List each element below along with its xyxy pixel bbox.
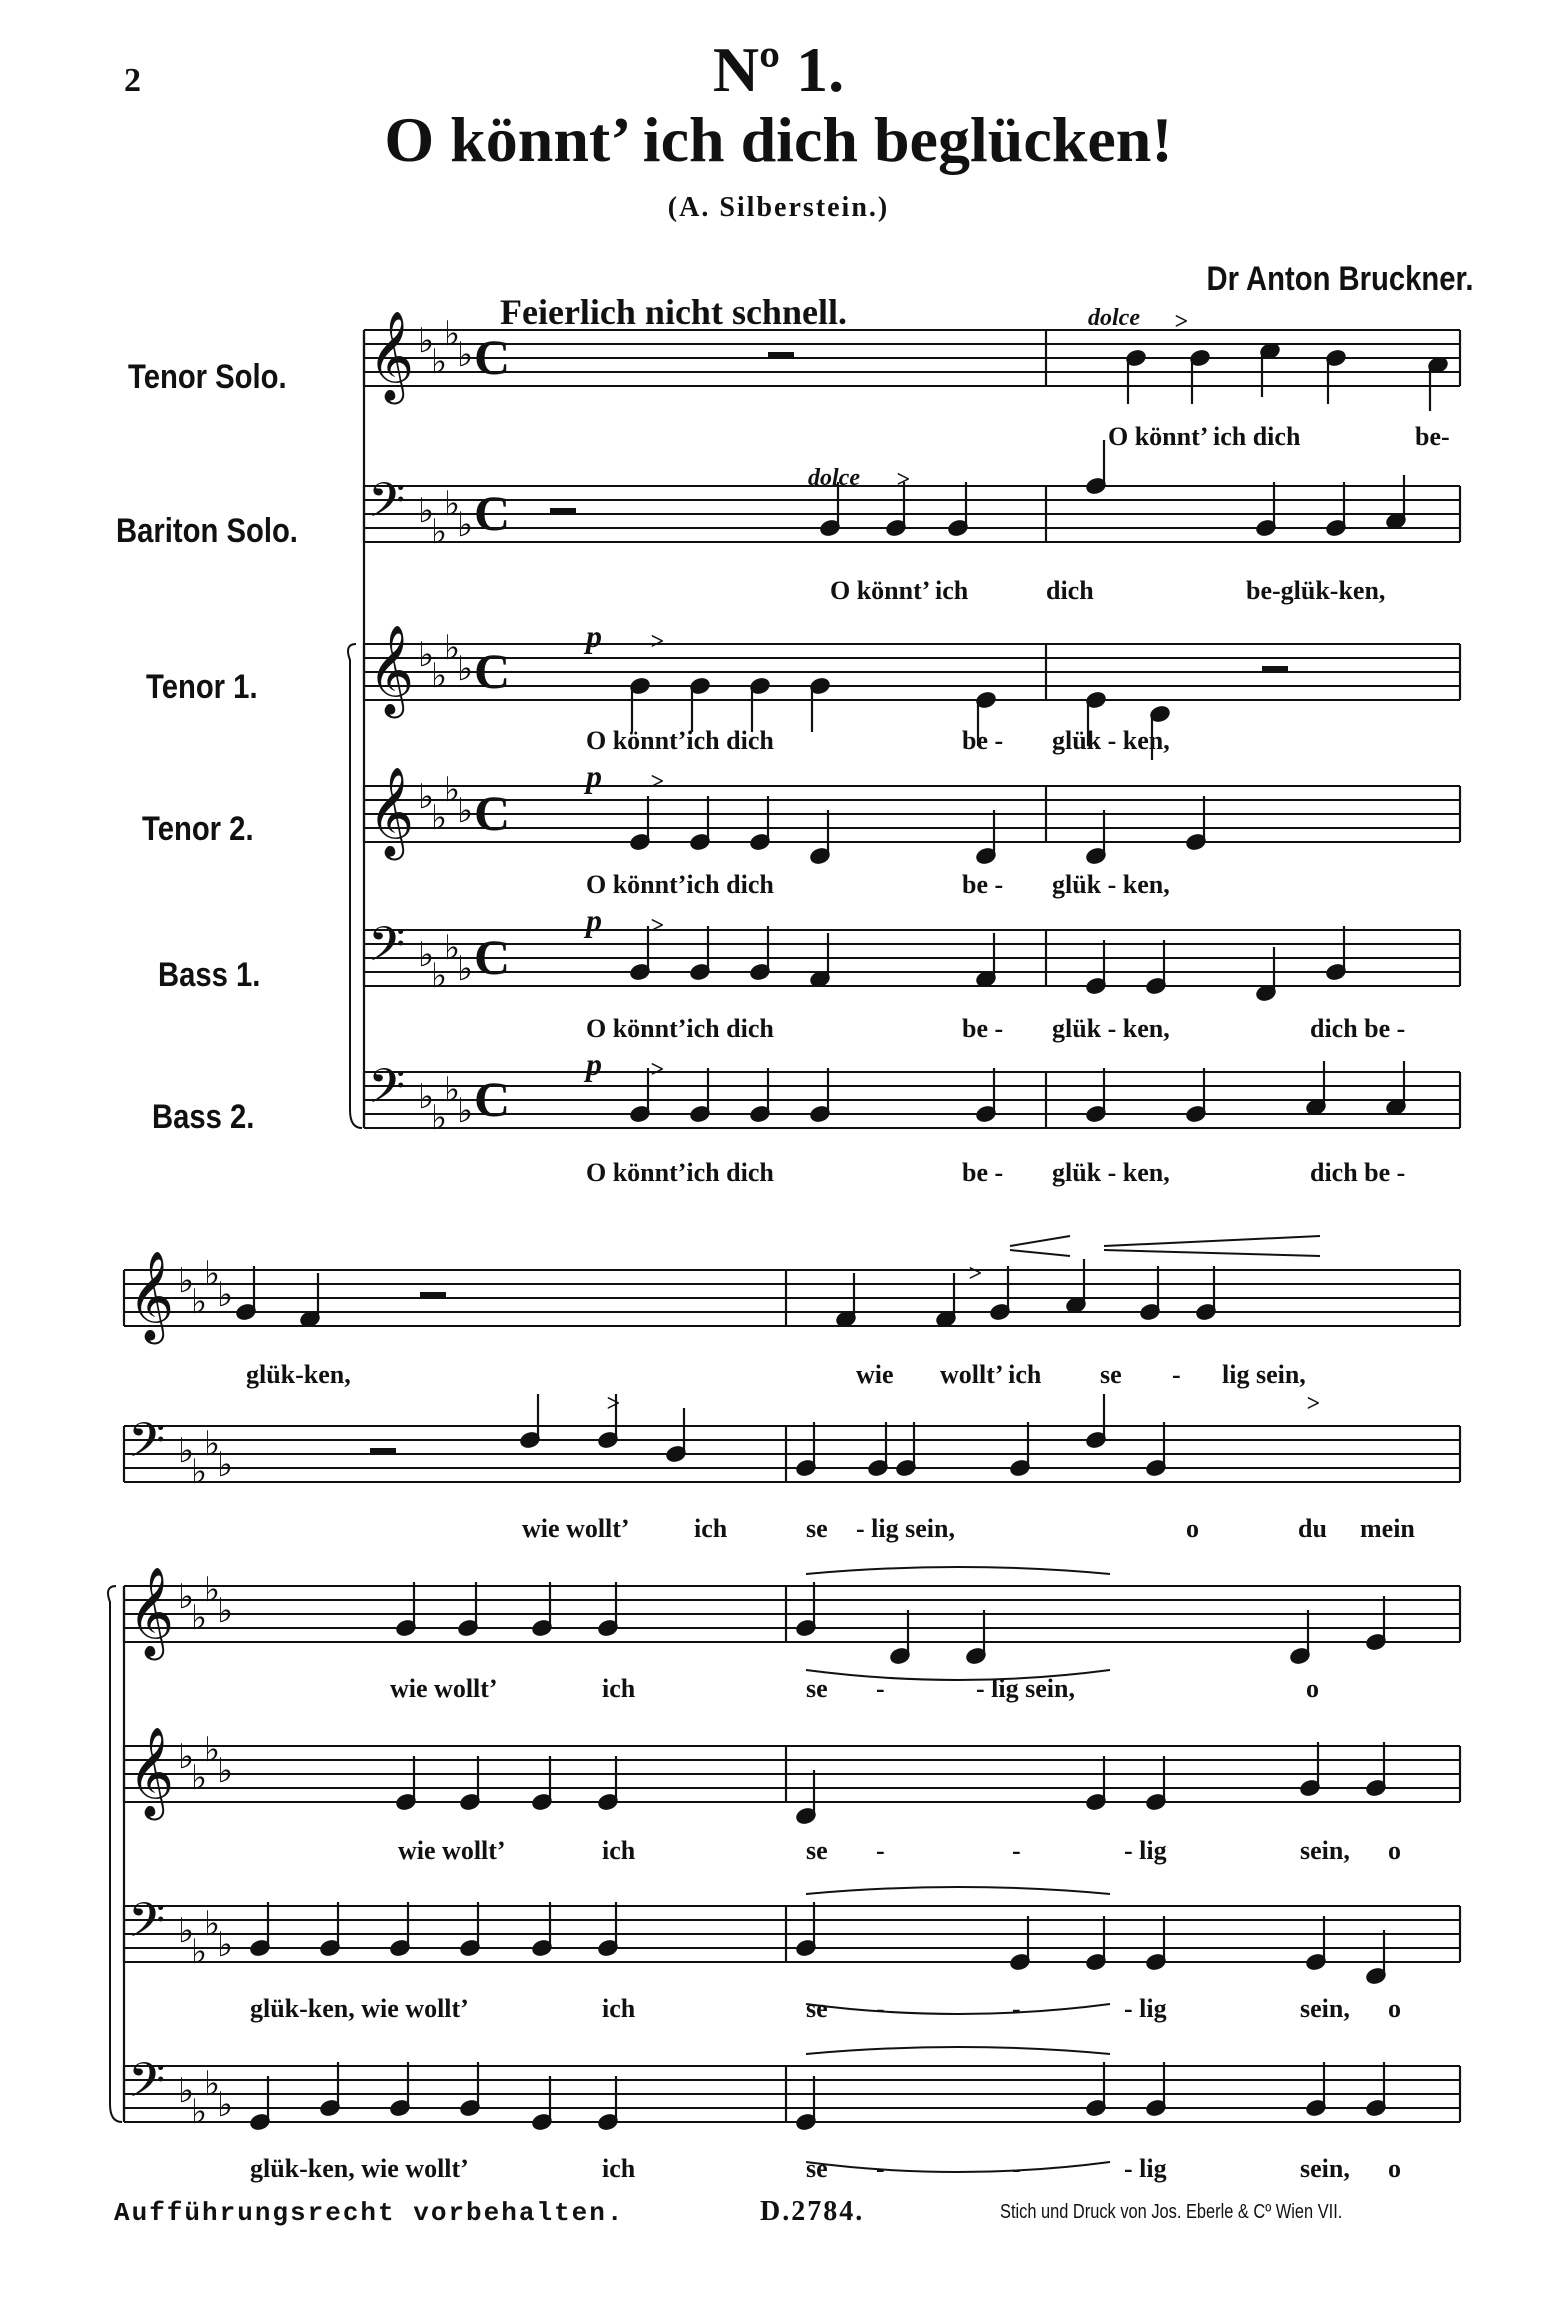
flat-icon: ♭: [457, 791, 474, 831]
flat-icon: ♭: [178, 1911, 195, 1951]
accent-marking: >: [650, 769, 664, 795]
flat-icon: ♭: [444, 1070, 461, 1110]
flat-icon: ♭: [191, 1452, 208, 1492]
rights-notice: Aufführungsrecht vorbehalten.: [114, 2198, 625, 2228]
flat-icon: ♭: [431, 512, 448, 552]
tempo-marking: Feierlich nicht schnell.: [500, 292, 847, 332]
tie-slur: [806, 1670, 1110, 1680]
poet-credit: (A. Silberstein.): [667, 192, 890, 223]
flat-icon: ♭: [178, 1431, 195, 1471]
lyric-syllable: - lig: [1124, 1994, 1167, 2023]
tie-slur: [806, 2004, 1110, 2014]
lyric-syllable: ich: [602, 1836, 636, 1865]
accent-marking: >: [650, 913, 664, 939]
lyric-syllable: glük-ken,: [246, 1360, 351, 1389]
flat-icon: ♭: [191, 1758, 208, 1798]
tie-slur: [806, 2162, 1110, 2172]
bass-clef-icon: 𝄢: [128, 1892, 166, 1960]
flat-icon: ♭: [418, 935, 435, 975]
flat-icon: ♭: [204, 1254, 221, 1294]
flat-icon: ♭: [457, 335, 474, 375]
treble-clef-icon: 𝄞: [368, 311, 415, 401]
flat-icon: ♭: [217, 1275, 234, 1315]
flat-icon: ♭: [217, 1925, 234, 1965]
lyric-syllable: - lig: [1124, 2154, 1167, 2183]
common-time-icon: C: [474, 929, 511, 985]
lyric-syllable: se: [1100, 1360, 1122, 1389]
lyric-syllable: O könnt’ich dich: [586, 870, 774, 899]
voice-label-tenor-solo: Tenor Solo.: [128, 358, 287, 396]
piano-marking-tenor1: p: [586, 618, 602, 654]
lyric-syllable: du: [1298, 1514, 1327, 1543]
flat-icon: ♭: [191, 1282, 208, 1322]
lyric-syllable: -: [1012, 2154, 1021, 2183]
accent-marking: >: [1174, 309, 1188, 335]
lyric-syllable: O könnt’ich dich: [586, 1158, 774, 1187]
lyric-syllable: be -: [962, 726, 1004, 755]
flat-icon: ♭: [217, 1591, 234, 1631]
lyric-syllable: O könnt’ich dich: [586, 726, 774, 755]
lyric-syllable: - lig sein,: [856, 1514, 955, 1543]
lyric-syllable: o: [1186, 1514, 1199, 1543]
flat-icon: ♭: [457, 1091, 474, 1131]
lyric-syllable: glük - ken,: [1052, 870, 1170, 899]
lyric-syllable: se: [806, 1836, 828, 1865]
accent-marking: >: [606, 1391, 620, 1417]
lyric-syllable: sein,: [1300, 1836, 1350, 1865]
engraver-credit: Stich und Druck von Jos. Eberle & Cº Wien VII.: [1000, 2201, 1343, 2223]
lyric-syllable: glük-ken, wie wollt’: [250, 2154, 469, 2183]
treble-clef-icon: 𝄞: [128, 1567, 175, 1657]
lyric-syllable: wie wollt’: [390, 1674, 498, 1703]
accent-marking: >: [896, 467, 910, 493]
flat-icon: ♭: [178, 2071, 195, 2111]
flat-icon: ♭: [444, 628, 461, 668]
flat-icon: ♭: [431, 656, 448, 696]
flat-icon: ♭: [457, 949, 474, 989]
flat-icon: ♭: [457, 505, 474, 545]
bass-clef-icon: 𝄢: [368, 472, 406, 540]
lyric-syllable: -: [876, 2154, 885, 2183]
lyric-syllable: glük - ken,: [1052, 726, 1170, 755]
flat-icon: ♭: [431, 798, 448, 838]
lyric-syllable: -: [876, 1674, 885, 1703]
phrase-slur: [806, 2047, 1110, 2054]
phrase-slur: [806, 1567, 1110, 1574]
lyric-syllable: se: [806, 1674, 828, 1703]
half-rest-icon: [420, 1292, 446, 1299]
half-rest-icon: [370, 1448, 396, 1455]
half-rest-icon: [1262, 666, 1288, 673]
flat-icon: ♭: [431, 956, 448, 996]
piece-number: Nº 1.: [712, 34, 845, 105]
bass-clef-icon: 𝄢: [368, 1058, 406, 1126]
lyric-syllable: wollt’ ich: [940, 1360, 1042, 1389]
flat-icon: ♭: [444, 770, 461, 810]
half-rest-icon: [550, 508, 576, 515]
flat-icon: ♭: [444, 928, 461, 968]
lyric-syllable: o: [1388, 1994, 1401, 2023]
treble-clef-icon: 𝄞: [128, 1251, 175, 1341]
flat-icon: ♭: [178, 1261, 195, 1301]
voice-label-bass-2: Bass 2.: [152, 1098, 255, 1136]
lyric-syllable: sein,: [1300, 2154, 1350, 2183]
flat-icon: ♭: [204, 1570, 221, 1610]
lyric-syllable: - lig sein,: [976, 1674, 1075, 1703]
lyric-syllable: be -: [962, 870, 1004, 899]
phrase-slur: [806, 1887, 1110, 1894]
lyric-syllable: be -: [962, 1014, 1004, 1043]
lyric-syllable: O könnt’ich dich: [586, 1014, 774, 1043]
composer-credit: Dr Anton Bruckner.: [1206, 260, 1473, 298]
lyric-syllable: ich: [602, 2154, 636, 2183]
lyric-syllable: - lig: [1124, 1836, 1167, 1865]
hairpin-line: [1010, 1236, 1070, 1246]
hairpin-line: [1104, 1250, 1320, 1256]
bass-clef-icon: 𝄢: [128, 1412, 166, 1480]
lyric-syllable: o: [1388, 2154, 1401, 2183]
lyric-syllable: glük-ken, wie wollt’: [250, 1994, 469, 2023]
bass-clef-icon: 𝄢: [368, 916, 406, 984]
voice-label-bariton-solo: Bariton Solo.: [116, 512, 298, 550]
flat-icon: ♭: [418, 321, 435, 361]
accent-marking: >: [968, 1261, 982, 1287]
accent-marking: >: [650, 1057, 664, 1083]
common-time-icon: C: [474, 329, 511, 385]
voice-label-tenor-2: Tenor 2.: [142, 810, 254, 848]
choir-bracket: [108, 1586, 122, 2122]
flat-icon: ♭: [204, 1730, 221, 1770]
lyric-syllable: -: [1012, 1836, 1021, 1865]
flat-icon: ♭: [418, 635, 435, 675]
lyric-syllable: dich be -: [1310, 1158, 1406, 1187]
lyric-syllable: wie wollt’: [398, 1836, 506, 1865]
piano-marking-tenor2: p: [586, 758, 602, 794]
flat-icon: ♭: [418, 491, 435, 531]
page-title: O könnt’ ich dich beglücken!: [384, 104, 1173, 175]
lyric-syllable: O könnt’ ich: [830, 576, 969, 605]
lyric-syllable: glük - ken,: [1052, 1014, 1170, 1043]
hairpin-line: [1104, 1236, 1320, 1246]
half-rest-icon: [768, 352, 794, 359]
lyric-syllable: wie: [856, 1360, 894, 1389]
common-time-icon: C: [474, 643, 511, 699]
treble-clef-icon: 𝄞: [128, 1727, 175, 1817]
lyric-syllable: be -: [962, 1158, 1004, 1187]
voice-label-tenor-1: Tenor 1.: [146, 668, 258, 706]
plate-number: D.2784.: [760, 2196, 865, 2227]
lyric-syllable: se: [806, 2154, 828, 2183]
piano-marking-bass1: p: [586, 902, 602, 938]
flat-icon: ♭: [418, 777, 435, 817]
lyric-syllable: se: [806, 1514, 828, 1543]
common-time-icon: C: [474, 785, 511, 841]
lyric-syllable: -: [876, 1836, 885, 1865]
lyric-syllable: lig sein,: [1222, 1360, 1306, 1389]
lyric-syllable: sein,: [1300, 1994, 1350, 2023]
lyric-syllable: mein: [1360, 1514, 1415, 1543]
lyric-syllable: be-: [1415, 422, 1450, 451]
flat-icon: ♭: [217, 1445, 234, 1485]
lyric-syllable: -: [1012, 1994, 1021, 2023]
flat-icon: ♭: [191, 2092, 208, 2132]
lyric-syllable: ich: [602, 1994, 636, 2023]
flat-icon: ♭: [418, 1077, 435, 1117]
lyric-syllable: -: [1172, 1360, 1181, 1389]
lyric-syllable: wie wollt’: [522, 1514, 630, 1543]
flat-icon: ♭: [431, 1098, 448, 1138]
lyric-syllable: glük - ken,: [1052, 1158, 1170, 1187]
lyric-syllable: -: [876, 1994, 885, 2023]
voice-label-bass-1: Bass 1.: [158, 956, 261, 994]
page-number: 2: [124, 62, 141, 99]
dolce-marking-tenor-solo: dolce: [1088, 305, 1140, 331]
treble-clef-icon: 𝄞: [368, 767, 415, 857]
common-time-icon: C: [474, 1071, 511, 1127]
flat-icon: ♭: [444, 314, 461, 354]
flat-icon: ♭: [217, 1751, 234, 1791]
lyric-syllable: o: [1388, 1836, 1401, 1865]
choir-bracket: [348, 644, 362, 1128]
lyric-syllable: be-glük-ken,: [1246, 576, 1386, 605]
flat-icon: ♭: [204, 1904, 221, 1944]
flat-icon: ♭: [444, 484, 461, 524]
flat-icon: ♭: [191, 1932, 208, 1972]
flat-icon: ♭: [178, 1737, 195, 1777]
accent-marking: >: [650, 629, 664, 655]
treble-clef-icon: 𝄞: [368, 625, 415, 715]
lyric-syllable: ich: [602, 1674, 636, 1703]
dolce-marking-bariton-solo: dolce: [808, 465, 860, 491]
common-time-icon: C: [474, 485, 511, 541]
flat-icon: ♭: [204, 2064, 221, 2104]
lyric-syllable: O könnt’ ich dich: [1108, 422, 1301, 451]
flat-icon: ♭: [431, 342, 448, 382]
bass-clef-icon: 𝄢: [128, 2052, 166, 2120]
accent-marking: >: [1306, 1391, 1320, 1417]
flat-icon: ♭: [178, 1577, 195, 1617]
lyric-syllable: dich: [1046, 576, 1094, 605]
lyric-syllable: dich be -: [1310, 1014, 1406, 1043]
flat-icon: ♭: [217, 2085, 234, 2125]
hairpin-line: [1010, 1250, 1070, 1256]
lyric-syllable: se: [806, 1994, 828, 2023]
piano-marking-bass2: p: [586, 1046, 602, 1082]
flat-icon: ♭: [191, 1598, 208, 1638]
flat-icon: ♭: [204, 1424, 221, 1464]
lyric-syllable: ich: [694, 1514, 728, 1543]
flat-icon: ♭: [457, 649, 474, 689]
lyric-syllable: o: [1306, 1674, 1319, 1703]
